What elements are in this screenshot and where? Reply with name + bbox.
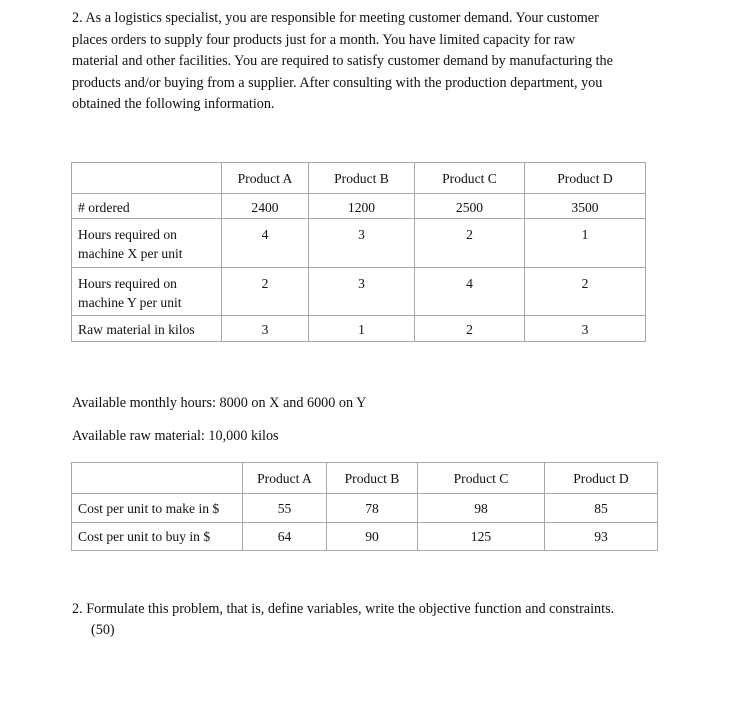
intro-line: obtained the following information. xyxy=(72,96,275,112)
intro-paragraph xyxy=(72,8,672,116)
column-header-product-d: Product D xyxy=(545,463,658,494)
row-label xyxy=(72,316,222,342)
table-cell: 3 xyxy=(222,316,309,342)
cost-table xyxy=(71,462,658,551)
column-header-product-b: Product B xyxy=(309,163,415,194)
column-header-product-b: Product B xyxy=(327,463,418,494)
row-label xyxy=(72,268,222,316)
table-cell: 98 xyxy=(418,494,545,523)
table-cell: 3 xyxy=(309,219,415,268)
table-header-row xyxy=(72,163,646,194)
row-label xyxy=(72,194,222,219)
table-cell: 1 xyxy=(525,219,646,268)
table-row-hours-y xyxy=(72,268,646,316)
intro-line: products and/or buying from a supplier. After consulting with the production department, you xyxy=(72,74,603,91)
table-cell: 90 xyxy=(327,523,418,551)
table-cell: 93 xyxy=(545,523,658,551)
table-cell: 2 xyxy=(415,316,525,342)
row-label-text: Raw material in kilos xyxy=(78,322,195,337)
row-label-text: machine X per unit xyxy=(78,245,183,261)
table-cell: 2 xyxy=(222,268,309,316)
table-cell: 2500 xyxy=(415,194,525,219)
table-cell: 2 xyxy=(415,219,525,268)
table-corner-cell xyxy=(72,163,222,194)
column-header-product-a: Product A xyxy=(243,463,327,494)
question-text xyxy=(72,599,672,641)
table-row-hours-x xyxy=(72,219,646,268)
table-row-ordered xyxy=(72,194,646,219)
column-header-product-d: Product D xyxy=(525,163,646,194)
row-label xyxy=(72,219,222,268)
row-label: Cost per unit to buy in $ xyxy=(72,523,243,551)
table-header-row xyxy=(72,463,658,494)
table-cell: 4 xyxy=(222,219,309,268)
table-cell: 2 xyxy=(525,268,646,316)
product-requirements-table xyxy=(71,162,646,342)
table-row-cost-buy xyxy=(72,523,658,551)
row-label-text: # ordered xyxy=(78,200,130,215)
row-label-text: Hours required on xyxy=(78,276,177,291)
row-label: Cost per unit to make in $ xyxy=(72,494,243,523)
table-cell: 3 xyxy=(309,268,415,316)
table-row-cost-make xyxy=(72,494,658,523)
table-cell: 55 xyxy=(243,494,327,523)
table-cell: 1200 xyxy=(309,194,415,219)
intro-line: material and other facilities. You are required to satisfy customer demand by manufacturing the xyxy=(72,53,613,69)
intro-line: places orders to supply four products just for a month. You have limited capacity for raw xyxy=(72,31,576,48)
column-header-product-a: Product A xyxy=(222,163,309,194)
table-cell: 78 xyxy=(327,494,418,523)
question-points: (50) xyxy=(91,622,115,638)
table-cell: 3 xyxy=(525,316,646,342)
row-label-text: machine Y per unit xyxy=(78,294,182,310)
table-cell: 4 xyxy=(415,268,525,316)
table-cell: 2400 xyxy=(222,194,309,219)
table-cell: 85 xyxy=(545,494,658,523)
available-raw-material-text: Available raw material: 10,000 kilos xyxy=(72,428,279,444)
table-cell: 1 xyxy=(309,316,415,342)
row-label-text: Hours required on xyxy=(78,227,177,242)
available-hours-text: Available monthly hours: 8000 on X and 6000 on Y xyxy=(72,395,367,411)
table-row-raw-material xyxy=(72,316,646,342)
intro-line: 2. As a logistics specialist, you are responsible for meeting customer demand. Your customer xyxy=(72,10,599,26)
table-cell: 64 xyxy=(243,523,327,551)
table-cell: 3500 xyxy=(525,194,646,219)
question-line: 2. Formulate this problem, that is, define variables, write the objective function and constraints. xyxy=(72,601,615,617)
table-cell: 125 xyxy=(418,523,545,551)
table-corner-cell xyxy=(72,463,243,494)
column-header-product-c: Product C xyxy=(418,463,545,494)
column-header-product-c: Product C xyxy=(415,163,525,194)
